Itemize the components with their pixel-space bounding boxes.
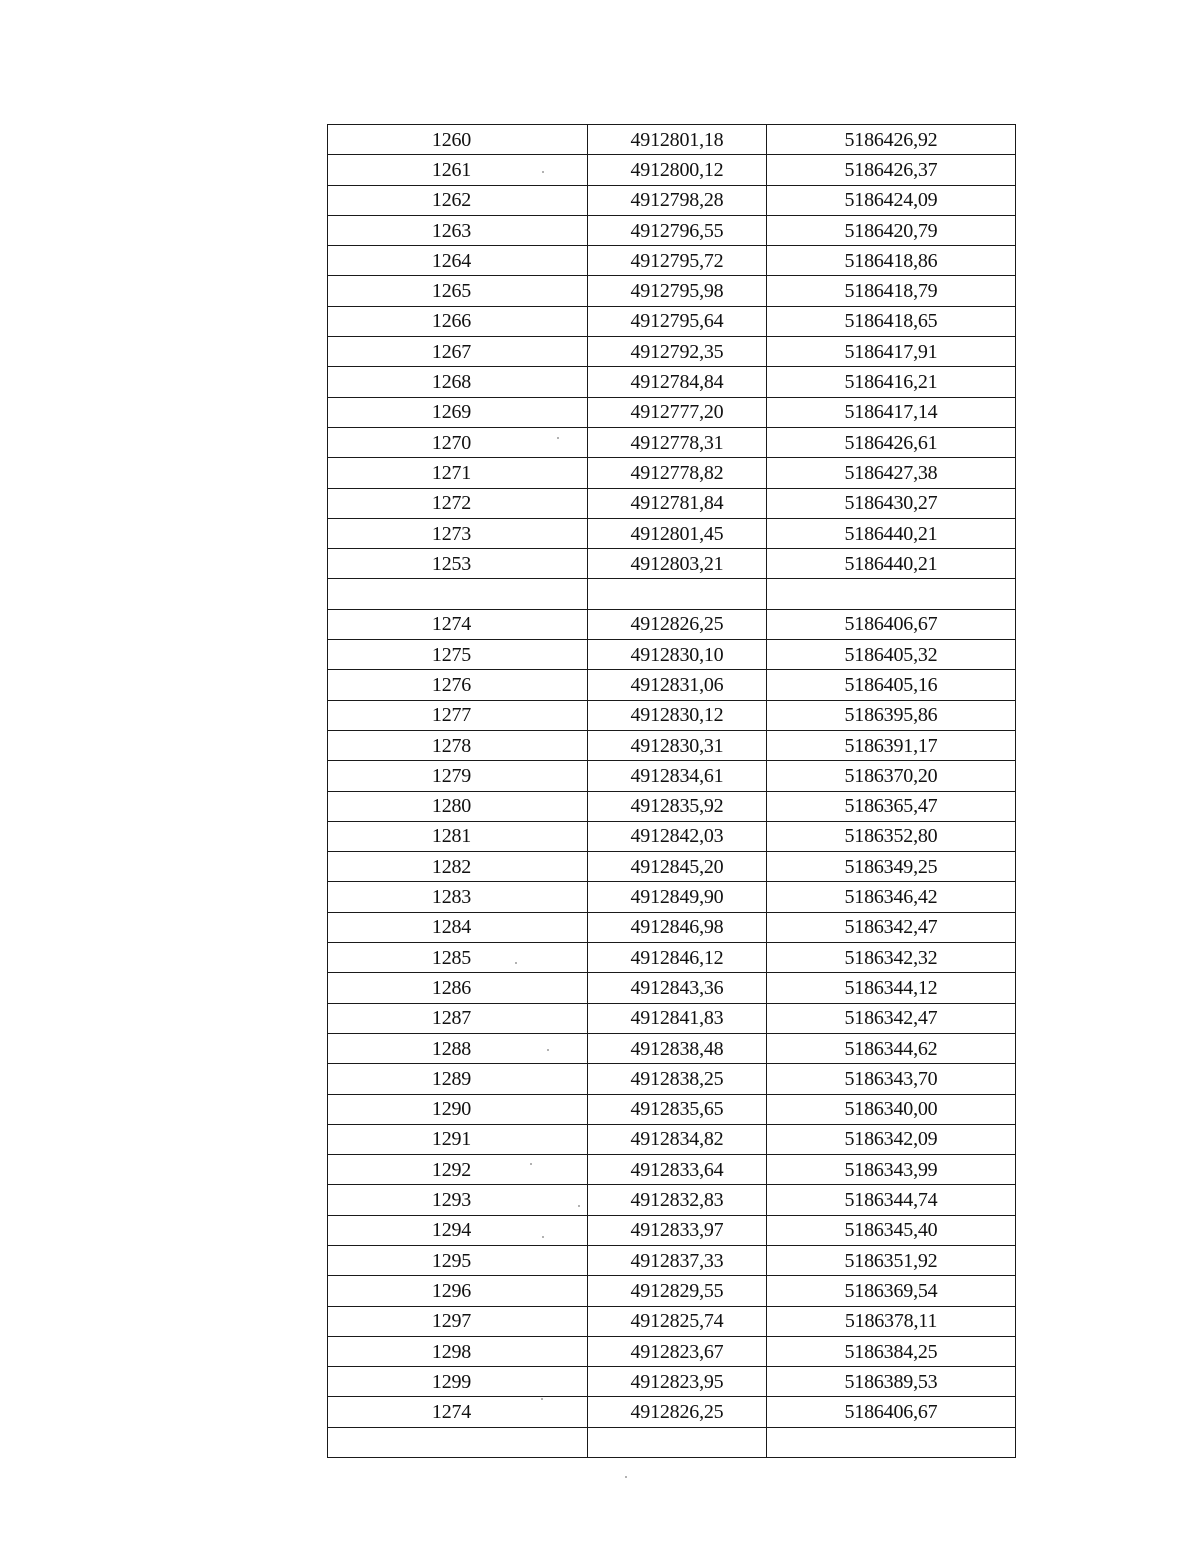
point-number-cell: 1274 [328,1397,588,1427]
x-coordinate-cell: 4912830,12 [588,700,767,730]
point-number-cell: 1277 [328,700,588,730]
point-number-cell: 1297 [328,1306,588,1336]
y-coordinate-cell: 5186426,61 [767,427,1016,457]
y-coordinate-cell: 5186340,00 [767,1094,1016,1124]
x-coordinate-cell [588,1427,767,1457]
y-coordinate-cell: 5186418,86 [767,246,1016,276]
table-row [328,1306,1016,1336]
y-coordinate-cell: 5186405,32 [767,640,1016,670]
point-number-cell [328,579,588,609]
point-number-cell: 1287 [328,1003,588,1033]
x-coordinate-cell: 4912832,83 [588,1185,767,1215]
table-row [328,246,1016,276]
y-coordinate-cell: 5186430,27 [767,488,1016,518]
y-coordinate-cell: 5186351,92 [767,1245,1016,1275]
table-row [328,882,1016,912]
table-row [328,185,1016,215]
x-coordinate-cell: 4912834,82 [588,1124,767,1154]
point-number-cell: 1271 [328,458,588,488]
x-coordinate-cell: 4912846,98 [588,912,767,942]
y-coordinate-cell: 5186378,11 [767,1306,1016,1336]
x-coordinate-cell: 4912796,55 [588,215,767,245]
y-coordinate-cell: 5186344,12 [767,973,1016,1003]
point-number-cell: 1270 [328,427,588,457]
y-coordinate-cell: 5186427,38 [767,458,1016,488]
x-coordinate-cell: 4912842,03 [588,821,767,851]
x-coordinate-cell: 4912835,92 [588,791,767,821]
table-row [328,458,1016,488]
table-row [328,1215,1016,1245]
table-row [328,549,1016,579]
x-coordinate-cell: 4912834,61 [588,761,767,791]
x-coordinate-cell: 4912830,10 [588,640,767,670]
y-coordinate-cell: 5186440,21 [767,518,1016,548]
x-coordinate-cell: 4912846,12 [588,943,767,973]
y-coordinate-cell: 5186345,40 [767,1215,1016,1245]
table-row [328,852,1016,882]
point-number-cell: 1276 [328,670,588,700]
x-coordinate-cell: 4912838,48 [588,1033,767,1063]
table-row [328,1185,1016,1215]
y-coordinate-cell: 5186389,53 [767,1367,1016,1397]
point-number-cell: 1295 [328,1245,588,1275]
point-number-cell: 1292 [328,1155,588,1185]
y-coordinate-cell [767,579,1016,609]
table-row [328,276,1016,306]
x-coordinate-cell: 4912838,25 [588,1064,767,1094]
y-coordinate-cell: 5186416,21 [767,367,1016,397]
table-row [328,1094,1016,1124]
coordinates-table-body [328,125,1016,1458]
point-number-cell: 1262 [328,185,588,215]
point-number-cell: 1293 [328,1185,588,1215]
y-coordinate-cell: 5186417,14 [767,397,1016,427]
scan-speck [541,1398,543,1400]
y-coordinate-cell: 5186344,62 [767,1033,1016,1063]
point-number-cell: 1280 [328,791,588,821]
y-coordinate-cell: 5186426,92 [767,125,1016,155]
table-row [328,1003,1016,1033]
x-coordinate-cell: 4912784,84 [588,367,767,397]
point-number-cell: 1279 [328,761,588,791]
table-row [328,912,1016,942]
table-row [328,670,1016,700]
point-number-cell: 1282 [328,852,588,882]
y-coordinate-cell: 5186369,54 [767,1276,1016,1306]
x-coordinate-cell: 4912825,74 [588,1306,767,1336]
y-coordinate-cell [767,1427,1016,1457]
table-row [328,640,1016,670]
scan-speck [542,1236,544,1238]
point-number-cell: 1268 [328,367,588,397]
point-number-cell: 1265 [328,276,588,306]
table-row [328,973,1016,1003]
table-row [328,730,1016,760]
point-number-cell: 1281 [328,821,588,851]
point-number-cell: 1273 [328,518,588,548]
x-coordinate-cell: 4912826,25 [588,1397,767,1427]
table-row [328,306,1016,336]
point-number-cell: 1298 [328,1336,588,1366]
y-coordinate-cell: 5186342,47 [767,1003,1016,1033]
scan-speck [547,1049,549,1051]
point-number-cell: 1285 [328,943,588,973]
x-coordinate-cell: 4912795,64 [588,306,767,336]
point-number-cell: 1274 [328,609,588,639]
table-row [328,700,1016,730]
y-coordinate-cell: 5186365,47 [767,791,1016,821]
x-coordinate-cell: 4912835,65 [588,1094,767,1124]
table-row [328,791,1016,821]
x-coordinate-cell: 4912801,45 [588,518,767,548]
x-coordinate-cell: 4912795,72 [588,246,767,276]
table-row [328,1155,1016,1185]
table-row [328,427,1016,457]
y-coordinate-cell: 5186352,80 [767,821,1016,851]
table-row [328,125,1016,155]
point-number-cell: 1267 [328,337,588,367]
point-number-cell: 1294 [328,1215,588,1245]
point-number-cell: 1289 [328,1064,588,1094]
point-number-cell: 1283 [328,882,588,912]
point-number-cell: 1266 [328,306,588,336]
table-row [328,821,1016,851]
point-number-cell: 1284 [328,912,588,942]
table-row [328,761,1016,791]
point-number-cell: 1263 [328,215,588,245]
point-number-cell: 1269 [328,397,588,427]
table-row [328,215,1016,245]
table-row [328,1276,1016,1306]
y-coordinate-cell: 5186418,79 [767,276,1016,306]
x-coordinate-cell: 4912833,97 [588,1215,767,1245]
y-coordinate-cell: 5186342,47 [767,912,1016,942]
x-coordinate-cell: 4912781,84 [588,488,767,518]
x-coordinate-cell: 4912777,20 [588,397,767,427]
coordinates-table [327,124,1016,1458]
y-coordinate-cell: 5186424,09 [767,185,1016,215]
point-number-cell: 1264 [328,246,588,276]
y-coordinate-cell: 5186426,37 [767,155,1016,185]
table-row [328,488,1016,518]
y-coordinate-cell: 5186343,99 [767,1155,1016,1185]
scan-speck [625,1476,627,1478]
y-coordinate-cell: 5186346,42 [767,882,1016,912]
y-coordinate-cell: 5186406,67 [767,609,1016,639]
scan-speck [515,962,517,964]
table-row [328,337,1016,367]
table-row [328,518,1016,548]
y-coordinate-cell: 5186406,67 [767,1397,1016,1427]
point-number-cell: 1296 [328,1276,588,1306]
x-coordinate-cell: 4912795,98 [588,276,767,306]
x-coordinate-cell: 4912830,31 [588,730,767,760]
table-row [328,1367,1016,1397]
point-number-cell: 1278 [328,730,588,760]
x-coordinate-cell: 4912823,67 [588,1336,767,1366]
point-number-cell: 1260 [328,125,588,155]
point-number-cell: 1291 [328,1124,588,1154]
table-row [328,609,1016,639]
x-coordinate-cell: 4912823,95 [588,1367,767,1397]
y-coordinate-cell: 5186343,70 [767,1064,1016,1094]
y-coordinate-cell: 5186370,20 [767,761,1016,791]
table-row [328,943,1016,973]
x-coordinate-cell [588,579,767,609]
x-coordinate-cell: 4912841,83 [588,1003,767,1033]
y-coordinate-cell: 5186342,09 [767,1124,1016,1154]
y-coordinate-cell: 5186417,91 [767,337,1016,367]
x-coordinate-cell: 4912792,35 [588,337,767,367]
x-coordinate-cell: 4912845,20 [588,852,767,882]
x-coordinate-cell: 4912801,18 [588,125,767,155]
point-number-cell: 1272 [328,488,588,518]
scan-speck [578,1205,580,1207]
table-row [328,1397,1016,1427]
x-coordinate-cell: 4912831,06 [588,670,767,700]
y-coordinate-cell: 5186344,74 [767,1185,1016,1215]
table-row [328,1064,1016,1094]
table-row [328,1336,1016,1366]
table-row [328,1245,1016,1275]
y-coordinate-cell: 5186418,65 [767,306,1016,336]
y-coordinate-cell: 5186405,16 [767,670,1016,700]
table-row [328,155,1016,185]
x-coordinate-cell: 4912778,82 [588,458,767,488]
scan-speck [530,1163,532,1165]
x-coordinate-cell: 4912778,31 [588,427,767,457]
x-coordinate-cell: 4912837,33 [588,1245,767,1275]
table-row [328,1124,1016,1154]
y-coordinate-cell: 5186384,25 [767,1336,1016,1366]
y-coordinate-cell: 5186440,21 [767,549,1016,579]
point-number-cell: 1288 [328,1033,588,1063]
point-number-cell: 1290 [328,1094,588,1124]
x-coordinate-cell: 4912798,28 [588,185,767,215]
x-coordinate-cell: 4912849,90 [588,882,767,912]
scan-speck [557,437,559,439]
x-coordinate-cell: 4912803,21 [588,549,767,579]
table-row [328,579,1016,609]
table-row [328,367,1016,397]
y-coordinate-cell: 5186391,17 [767,730,1016,760]
point-number-cell: 1253 [328,549,588,579]
point-number-cell: 1261 [328,155,588,185]
x-coordinate-cell: 4912843,36 [588,973,767,1003]
x-coordinate-cell: 4912829,55 [588,1276,767,1306]
point-number-cell [328,1427,588,1457]
y-coordinate-cell: 5186349,25 [767,852,1016,882]
x-coordinate-cell: 4912826,25 [588,609,767,639]
point-number-cell: 1275 [328,640,588,670]
y-coordinate-cell: 5186395,86 [767,700,1016,730]
y-coordinate-cell: 5186420,79 [767,215,1016,245]
table-row [328,1033,1016,1063]
point-number-cell: 1299 [328,1367,588,1397]
point-number-cell: 1286 [328,973,588,1003]
table-row [328,397,1016,427]
table-row [328,1427,1016,1457]
y-coordinate-cell: 5186342,32 [767,943,1016,973]
scan-speck [542,171,544,173]
x-coordinate-cell: 4912800,12 [588,155,767,185]
x-coordinate-cell: 4912833,64 [588,1155,767,1185]
